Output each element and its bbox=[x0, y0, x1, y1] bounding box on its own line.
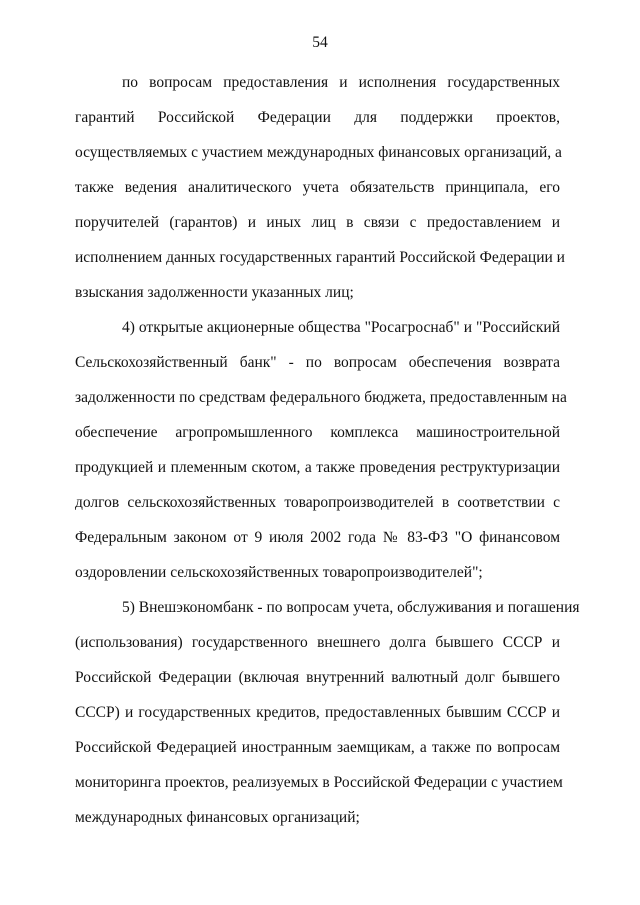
paragraph-2-line-6: долгов сельскохозяйственных товаропроизводителей в соответствии с bbox=[75, 494, 560, 511]
paragraph-2-line-8: оздоровлении сельскохозяйственных товаропроизводителей"; bbox=[75, 564, 483, 581]
paragraph-3-line-3: Российской Федерации (включая внутренний валютный долг бывшего bbox=[75, 669, 560, 686]
paragraph-2-line-1: 4) открытые акционерные общества "Росагроснаб" и "Российский bbox=[122, 319, 560, 336]
paragraph-3-line-6: мониторинга проектов, реализуемых в Российской Федерации с участием bbox=[75, 774, 563, 791]
paragraph-2-line-2: Сельскохозяйственный банк" - по вопросам обеспечения возврата bbox=[75, 354, 560, 371]
paragraph-3-line-4: СССР) и государственных кредитов, предоставленных бывшим СССР и bbox=[75, 704, 560, 721]
paragraph-2-line-3: задолженности по средствам федерального бюджета, предоставленным на bbox=[75, 389, 567, 406]
paragraph-1-line-6: исполнением данных государственных гарантий Российской Федерации и bbox=[75, 249, 565, 266]
paragraph-1-line-2: гарантий Российской Федерации для поддержки проектов, bbox=[75, 109, 560, 126]
paragraph-1-line-5: поручителей (гарантов) и иных лиц в связи с предоставлением и bbox=[75, 214, 560, 231]
paragraph-3-line-2: (использования) государственного внешнего долга бывшего СССР и bbox=[75, 634, 560, 651]
paragraph-3-line-1: 5) Внешэкономбанк - по вопросам учета, обслуживания и погашения bbox=[122, 599, 580, 616]
paragraph-1-line-3: осуществляемых с участием международных финансовых организаций, а bbox=[75, 144, 562, 161]
paragraph-3-line-5: Российской Федерацией иностранным заемщикам, а также по вопросам bbox=[75, 739, 560, 756]
paragraph-2-line-5: продукцией и племенным скотом, а также проведения реструктуризации bbox=[75, 459, 560, 476]
paragraph-3-line-7: международных финансовых организаций; bbox=[75, 809, 360, 826]
paragraph-1-line-4: также ведения аналитического учета обязательств принципала, его bbox=[75, 179, 560, 196]
paragraph-1-line-7: взыскания задолженности указанных лиц; bbox=[75, 284, 354, 301]
page-number: 54 bbox=[312, 34, 328, 51]
paragraph-2-line-4: обеспечение агропромышленного комплекса машиностроительной bbox=[75, 424, 560, 441]
paragraph-1-line-1: по вопросам предоставления и исполнения государственных bbox=[122, 74, 560, 91]
paragraph-2-line-7: Федеральным законом от 9 июля 2002 года № 83-ФЗ "О финансовом bbox=[75, 529, 560, 546]
